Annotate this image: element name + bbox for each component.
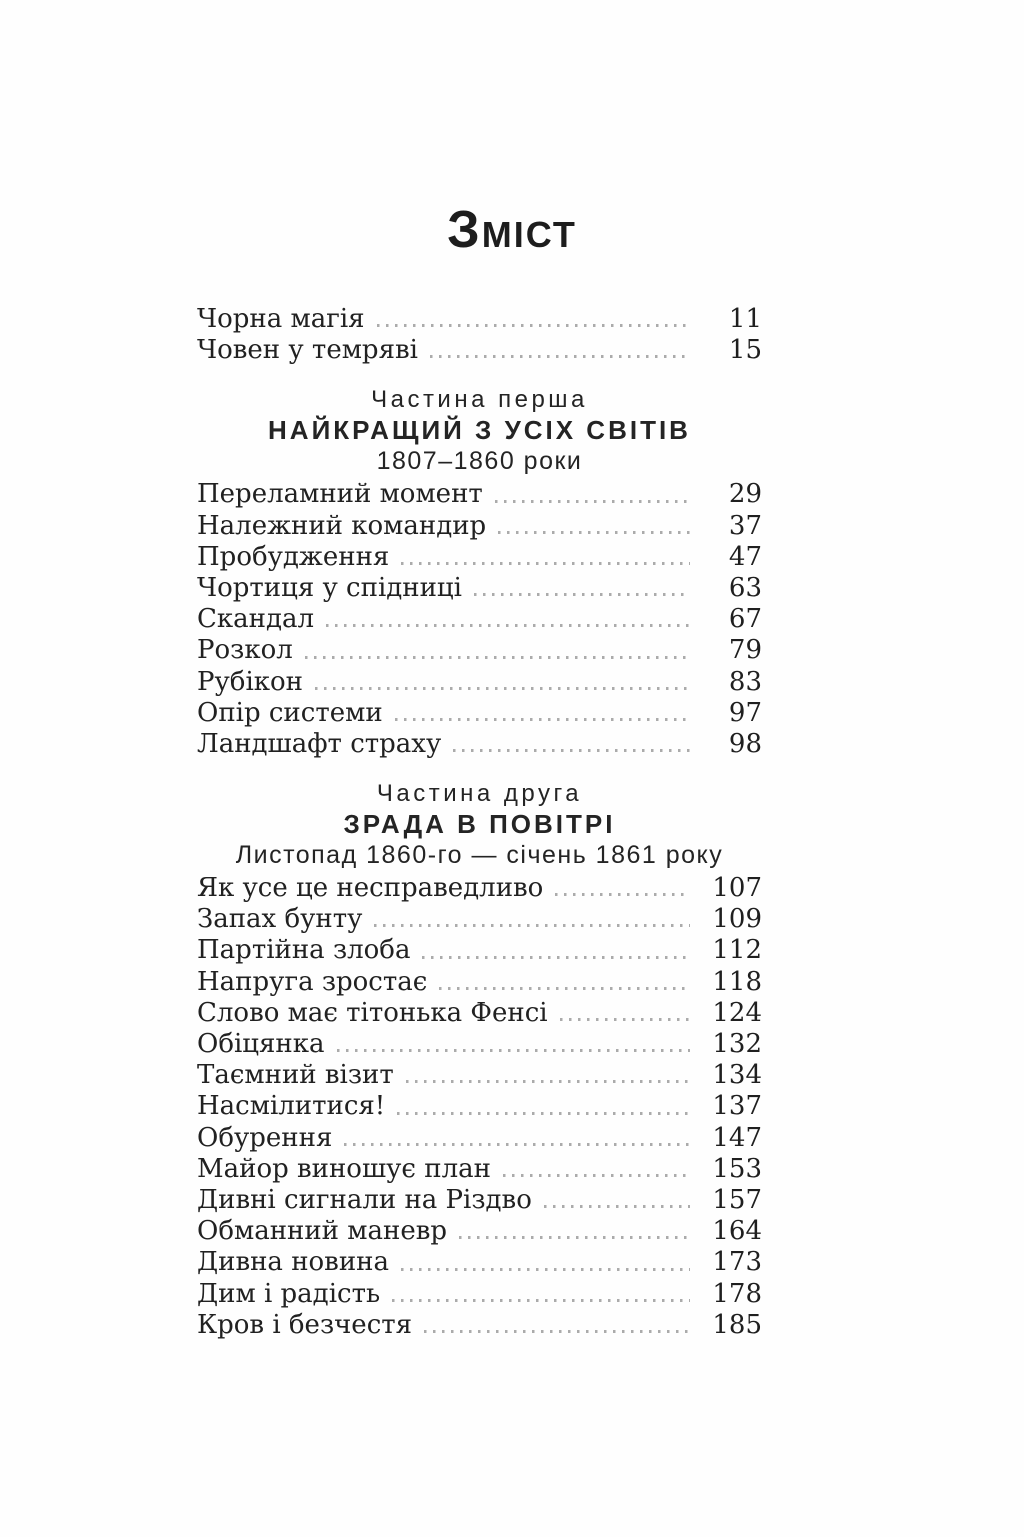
dot-leader [392, 1299, 690, 1302]
dot-leader [401, 1268, 690, 1271]
dot-leader [395, 718, 690, 721]
toc-entry-label: Дивні сигнали на Різдво [197, 1184, 532, 1215]
toc-entry [197, 935, 762, 966]
toc-entry-label: Напруга зростає [197, 966, 428, 997]
toc-entry [197, 1091, 762, 1122]
section-heading [197, 778, 762, 871]
toc-entry [197, 1185, 762, 1216]
toc-entry-page: 37 [728, 510, 762, 541]
entry-list [197, 479, 762, 760]
toc-entry-label: Насмілитися! [197, 1091, 386, 1122]
dot-leader [424, 1330, 690, 1333]
toc-entry [197, 729, 762, 760]
toc-entry-page: 107 [712, 873, 762, 904]
part-dates: Листопад 1860-го — січень 1861 року [235, 841, 724, 870]
toc-entry-label: Партійна злоба [197, 935, 411, 966]
page-title: Зміст [447, 201, 577, 259]
toc-entry [197, 479, 762, 510]
toc-entry-page: 178 [712, 1278, 762, 1309]
toc-entry-label: Обіцянка [197, 1029, 325, 1059]
dot-leader [374, 924, 690, 927]
toc-entry [197, 904, 762, 935]
dot-leader [344, 1143, 690, 1146]
toc-entry [197, 573, 762, 604]
toc-entry [197, 335, 762, 366]
toc-entry-page: 137 [712, 1091, 762, 1122]
dot-leader [474, 593, 690, 596]
toc-entry-label: Обурення [197, 1122, 333, 1153]
toc-entry-label: Чорна магія [197, 304, 365, 334]
entry-list [197, 873, 762, 1341]
dot-leader [453, 749, 690, 752]
toc-entry [197, 1060, 762, 1091]
toc-entry-page: 83 [728, 666, 762, 697]
dot-leader [430, 355, 690, 358]
toc-entry-label: Пробудження [197, 541, 390, 572]
toc-entry-label: Опір системи [197, 697, 383, 728]
toc-entry-label: Розкол [197, 635, 293, 666]
part-label: Частина друга [376, 780, 583, 808]
toc-entry-page: 109 [712, 904, 762, 935]
toc-entry-label: Належний командир [197, 510, 487, 541]
toc [0, 304, 1024, 1341]
toc-entry-label: Таємний візит [197, 1060, 394, 1091]
toc-entry-page: 15 [728, 335, 762, 366]
part-title: НАЙКРАЩИЙ З УСІХ СВІТІВ [268, 415, 691, 446]
dot-leader [401, 562, 690, 565]
toc-entry-page: 147 [712, 1122, 762, 1153]
toc-entry [197, 967, 762, 998]
toc-entry-page: 98 [728, 728, 762, 759]
toc-entry [197, 1123, 762, 1154]
toc-entry-page: 63 [728, 572, 762, 603]
toc-entry [197, 511, 762, 542]
toc-entry-label: Скандал [197, 604, 314, 635]
toc-entry [197, 1247, 762, 1278]
toc-entry [197, 1310, 762, 1341]
toc-entry [197, 698, 762, 729]
toc-entry-page: 112 [712, 935, 762, 966]
dot-leader [377, 324, 690, 327]
dot-leader [560, 1018, 690, 1021]
toc-entry-page: 79 [728, 635, 762, 666]
toc-entry-label: Як усе це несправедливо [197, 873, 544, 904]
dot-leader [544, 1205, 690, 1208]
toc-entry-label: Переламний момент [197, 479, 483, 510]
dot-leader [305, 656, 690, 659]
toc-entry [197, 1279, 762, 1310]
dot-leader [495, 500, 690, 503]
toc-entry-page: 173 [712, 1247, 762, 1278]
toc-entry-page: 118 [712, 966, 762, 997]
dot-leader [315, 687, 690, 690]
toc-entry-page: 157 [712, 1184, 762, 1215]
toc-entry-page: 67 [728, 604, 762, 635]
part-dates: 1807–1860 роки [376, 447, 583, 476]
toc-entry-label: Чортиця у спідниці [197, 572, 462, 603]
toc-section [197, 304, 762, 366]
toc-entry [197, 604, 762, 635]
toc-entry-page: 132 [712, 1029, 762, 1059]
toc-entry-page: 11 [728, 304, 762, 334]
dot-leader [326, 624, 690, 627]
toc-entry [197, 667, 762, 698]
toc-entry [197, 873, 762, 904]
toc-section [197, 778, 762, 1341]
toc-entry-label: Обманний маневр [197, 1216, 447, 1247]
dot-leader [406, 1080, 690, 1083]
dot-leader [422, 956, 690, 959]
toc-entry [197, 1154, 762, 1185]
dot-leader [503, 1174, 690, 1177]
toc-entry-page: 124 [712, 997, 762, 1028]
toc-section [197, 384, 762, 760]
toc-entry-page: 134 [712, 1060, 762, 1091]
entry-list [197, 304, 762, 366]
toc-entry [197, 304, 762, 335]
dot-leader [397, 1112, 690, 1115]
toc-entry-label: Дивна новина [197, 1247, 389, 1278]
toc-entry [197, 542, 762, 573]
dot-leader [439, 987, 690, 990]
toc-entry [197, 635, 762, 666]
toc-entry-page: 29 [728, 479, 762, 510]
toc-entry-page: 185 [712, 1309, 762, 1340]
toc-entry-page: 97 [728, 697, 762, 728]
toc-entry-label: Майор виношує план [197, 1153, 491, 1184]
dot-leader [337, 1049, 691, 1052]
toc-entry-label: Рубікон [197, 666, 303, 697]
part-title: ЗРАДА В ПОВІТРІ [343, 809, 616, 840]
dot-leader [555, 893, 690, 896]
toc-entry-page: 47 [728, 541, 762, 572]
dot-leader [459, 1236, 690, 1239]
dot-leader [498, 531, 690, 534]
section-heading [197, 384, 762, 477]
toc-entry-label: Слово має тітонька Фенсі [197, 997, 548, 1028]
toc-entry [197, 998, 762, 1029]
toc-entry-label: Запах бунту [197, 904, 363, 935]
toc-entry-label: Ландшафт страху [197, 728, 442, 759]
toc-entry-label: Човен у темряві [197, 335, 418, 366]
toc-entry-page: 164 [712, 1216, 762, 1247]
toc-entry-label: Кров і безчестя [197, 1309, 413, 1340]
toc-entry-label: Дим і радість [197, 1278, 381, 1309]
toc-entry-page: 153 [712, 1153, 762, 1184]
toc-entry [197, 1029, 762, 1060]
part-label: Частина перша [371, 386, 588, 414]
toc-entry [197, 1216, 762, 1247]
